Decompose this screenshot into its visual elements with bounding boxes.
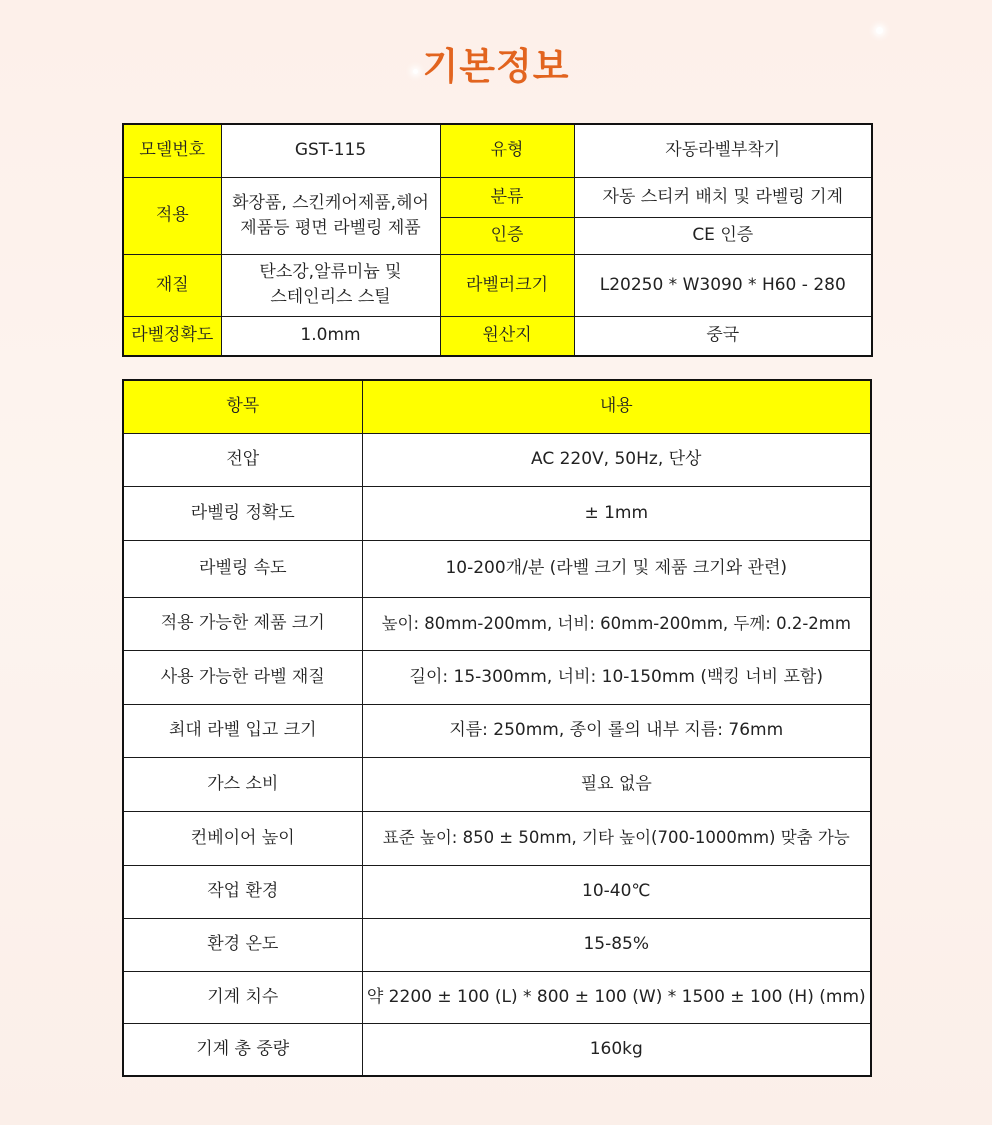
use-value-line-1: 화장품, 스킨케어제품,헤어 bbox=[232, 192, 429, 213]
spec-item: 컨베이어 높이 bbox=[123, 811, 362, 865]
spec-content: 길이: 15-300mm, 너비: 10-150mm (백킹 너비 포함) bbox=[362, 650, 871, 704]
use-value-line-2: 제품등 평면 라벨링 제품 bbox=[240, 217, 421, 238]
category-value: 자동 스티커 배치 및 라벨링 기계 bbox=[574, 177, 872, 217]
model-value: GST-115 bbox=[221, 124, 440, 177]
accuracy-label: 라벨정확도 bbox=[123, 316, 221, 356]
sparkle-decoration bbox=[876, 27, 883, 34]
spec-item: 기계 총 중량 bbox=[123, 1023, 362, 1076]
material-value-line-2: 스테인리스 스틸 bbox=[270, 287, 391, 307]
type-label: 유형 bbox=[440, 124, 574, 177]
spec-item: 가스 소비 bbox=[123, 757, 362, 811]
spec-content: 10-40℃ bbox=[362, 865, 871, 918]
spec-header-item: 항목 bbox=[123, 380, 362, 433]
spec-content: 지름: 250mm, 종이 롤의 내부 지름: 76mm bbox=[362, 704, 871, 757]
spec-content: 높이: 80mm-200mm, 너비: 60mm-200mm, 두께: 0.2-2mm bbox=[362, 597, 871, 650]
spec-content: ± 1mm bbox=[362, 486, 871, 540]
spec-item: 최대 라벨 입고 크기 bbox=[123, 704, 362, 757]
page-title: 기본정보 bbox=[422, 45, 570, 88]
spec-item: 사용 가능한 라벨 재질 bbox=[123, 650, 362, 704]
cert-value: CE 인증 bbox=[574, 217, 872, 254]
use-value bbox=[221, 177, 440, 254]
labeler-size-label: 라벨러크기 bbox=[440, 254, 574, 316]
basic-info-table bbox=[122, 123, 873, 357]
spec-item: 라벨링 속도 bbox=[123, 540, 362, 597]
material-value bbox=[221, 254, 440, 316]
origin-value: 중국 bbox=[574, 316, 872, 356]
spec-content: 표준 높이: 850 ± 50mm, 기타 높이(700-1000mm) 맞춤 가능 bbox=[362, 811, 871, 865]
spec-table bbox=[122, 379, 872, 1077]
use-label: 적용 bbox=[123, 177, 221, 254]
spec-item: 라벨링 정확도 bbox=[123, 486, 362, 540]
spec-item: 전압 bbox=[123, 433, 362, 486]
material-label: 재질 bbox=[123, 254, 221, 316]
spec-item: 기계 치수 bbox=[123, 971, 362, 1023]
spec-content: 약 2200 ± 100 (L) * 800 ± 100 (W) * 1500 ± 100 (H) (mm) bbox=[362, 971, 871, 1023]
type-value: 자동라벨부착기 bbox=[574, 124, 872, 177]
origin-label: 원산지 bbox=[440, 316, 574, 356]
spec-content: 160kg bbox=[362, 1023, 871, 1076]
category-label: 분류 bbox=[440, 177, 574, 217]
spec-content: 10-200개/분 (라벨 크기 및 제품 크기와 관련) bbox=[362, 540, 871, 597]
spec-header-content: 내용 bbox=[362, 380, 871, 433]
spec-content: 15-85% bbox=[362, 918, 871, 971]
model-label: 모델번호 bbox=[123, 124, 221, 177]
spec-item: 작업 환경 bbox=[123, 865, 362, 918]
spec-content: 필요 없음 bbox=[362, 757, 871, 811]
labeler-size-value: L20250 * W3090 * H60 - 280 bbox=[574, 254, 872, 316]
material-value-line-1: 탄소강,알류미늄 및 bbox=[259, 262, 402, 283]
spec-content: AC 220V, 50Hz, 단상 bbox=[362, 433, 871, 486]
cert-label: 인증 bbox=[440, 217, 574, 254]
accuracy-value: 1.0mm bbox=[221, 316, 440, 356]
spec-item: 적용 가능한 제품 크기 bbox=[123, 597, 362, 650]
spec-item: 환경 온도 bbox=[123, 918, 362, 971]
